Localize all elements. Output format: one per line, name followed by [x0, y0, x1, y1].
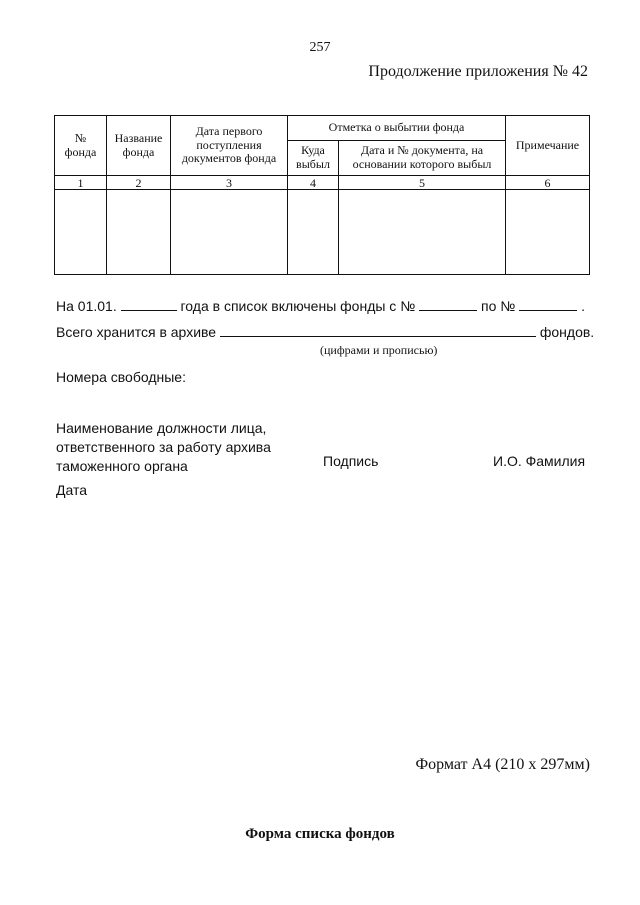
header-first-receipt-date: Дата первого поступления документов фонда [171, 116, 288, 176]
form-title: Форма списка фондов [245, 826, 395, 842]
blank-cell[interactable] [55, 190, 107, 275]
header-fund-number: № фонда [55, 116, 107, 176]
position-title: Наименование должности лица, ответственного за работу архива таможенного органа [56, 420, 271, 474]
column-number: 2 [107, 176, 171, 190]
total-hint: (цифрами и прописью) [320, 343, 438, 357]
free-numbers-label: Номера свободные: [56, 369, 186, 385]
funds-list-table [54, 115, 590, 275]
blank-cell[interactable] [171, 190, 288, 275]
header-disposed-where: Куда выбыл [288, 141, 339, 176]
blank-cell[interactable] [506, 190, 590, 275]
header-note: Примечание [506, 116, 590, 176]
appendix-label: Продолжение приложения № 42 [368, 63, 588, 80]
blank-cell[interactable] [107, 190, 171, 275]
column-number: 3 [171, 176, 288, 190]
funds-included-line: На 01.01. года в список включены фонды с № по № . [56, 298, 585, 314]
page-number: 257 [309, 40, 331, 55]
format-note: Формат А4 (210 х 297мм) [415, 756, 590, 773]
column-number: 1 [55, 176, 107, 190]
blank-cell[interactable] [288, 190, 339, 275]
year-blank[interactable] [121, 298, 177, 311]
name-label: И.О. Фамилия [493, 453, 586, 469]
total-stored-line: Всего хранится в архиве фондов. [56, 324, 595, 340]
fund-from-blank[interactable] [419, 298, 477, 311]
blank-cell[interactable] [339, 190, 506, 275]
fund-to-blank[interactable] [519, 298, 577, 311]
header-fund-name: Название фонда [107, 116, 171, 176]
column-number: 5 [339, 176, 506, 190]
total-funds-blank[interactable] [220, 324, 536, 337]
column-number: 6 [506, 176, 590, 190]
column-number: 4 [288, 176, 339, 190]
date-label: Дата [56, 482, 88, 498]
header-disposal-group: Отметка о выбытии фонда [288, 116, 506, 141]
header-disposal-document: Дата и № документа, на основании которого выбыл [339, 141, 506, 176]
signature-label: Подпись [323, 453, 379, 469]
